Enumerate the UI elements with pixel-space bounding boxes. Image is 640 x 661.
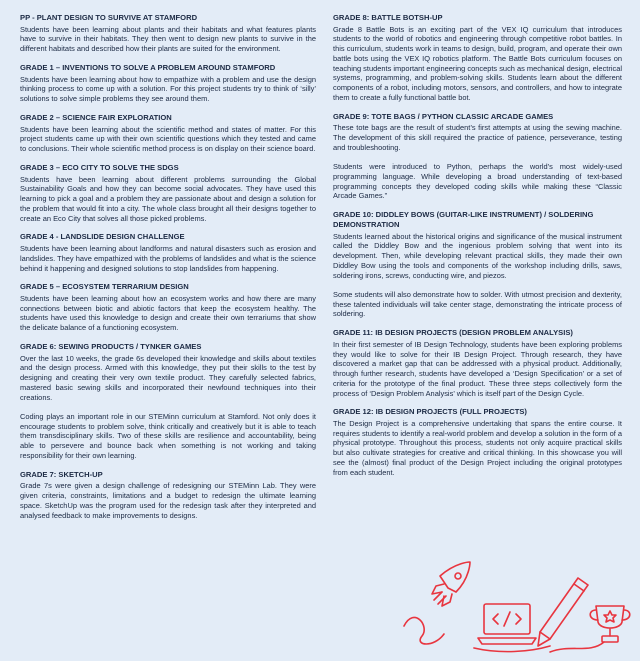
section-body: Grade 7s were given a design challenge of redesigning our STEMinn Lab. They were given criteria, constraints, limitations and a budget to redesign the ultimate learning space. SketchUp was the program used for the redesign task after they interpreted and analysed feedback to make improvements to designs. — [20, 481, 316, 520]
stem-doodle-illustration — [400, 556, 632, 656]
right-column — [333, 13, 622, 486]
section-body: Students have been learning about how to empathize with a problem and use the design thinking process to come up with a solution. For this project students try to think of ‘silly’ solutions to solve simple problems they see around them. — [20, 74, 316, 104]
section-pp — [20, 13, 316, 54]
section-body: These tote bags are the result of student’s first attempts at using the sewing machine. The development of this skill required the practice of patience, perseverance, testing and troubleshooting. — [333, 123, 622, 152]
section-grade-8 — [333, 13, 622, 103]
section-heading: GRADE 1 – INVENTIONS TO SOLVE A PROBLEM AROUND STAMFORD — [20, 62, 276, 72]
section-heading: GRADE 4 - LANDSLIDE DESIGN CHALLENGE — [20, 232, 185, 242]
section-heading: GRADE 9: TOTE BAGS / PYTHON CLASSIC ARCADE GAMES — [333, 111, 554, 121]
section-grade-2 — [20, 113, 316, 154]
section-heading: GRADE 7: SKETCH-UP — [20, 469, 103, 479]
section-grade-4 — [20, 232, 316, 273]
section-grade-5 — [20, 282, 316, 333]
rocket-icon — [404, 562, 470, 644]
section-heading: GRADE 12: IB DESIGN PROJECTS (FULL PROJECTS) — [333, 407, 527, 417]
section-body: Grade 8 Battle Bots is an exciting part of the VEX IQ curriculum that introduces students to the world of robotics and engineering through competitive robot battles. In this curriculum, students work in teams to design, build, program, and operate their own battle bots using the VEX IQ robotics platform. The Battle Bots curriculum focuses on teaching students important engineering concepts such as mechanical design, electrical systems, programming, and problem-solving skills. Students learn about the different components of a robot, including motors, sensors, and controllers, and how to integrate them to create a fully functional battle bot. — [333, 24, 622, 102]
section-body: Over the last 10 weeks, the grade 6s developed their knowledge and skills about textiles and the design process. Armed with this knowledge, they put their skills to the test by designing and creating their very own textile product. They carefully selected fabrics, mastered basic sewing skills and incorporated their newfound techniques into their creations. — [20, 353, 316, 402]
section-grade-9 — [333, 112, 622, 201]
section-heading: GRADE 8: BATTLE BOTSH-UP — [333, 13, 443, 22]
section-heading: GRADE 3 – ECO CITY TO SOLVE THE SDGS — [20, 162, 179, 172]
section-body: Students have been learning about the scientific method and states of matter. For this project students came up with their own scientific questions which they tested and came to conclusions. Their whole scientific method process is on display on their science board. — [20, 124, 316, 154]
section-body: Students have been learning about plants and their habitats and what features plants have to survive in their habitats. They then went to design new plants to survive in the different habitats and described how their plants are suited for the environment. — [20, 24, 316, 54]
section-grade-3 — [20, 163, 316, 223]
section-heading: GRADE 5 – ECOSYSTEM TERRARIUM DESIGN — [20, 282, 189, 292]
section-heading: GRADE 2 – SCIENCE FAIR EXPLORATION — [20, 112, 172, 122]
section-body: Coding plays an important role in our STEMinn curriculum at Stamford. Not only does it encourage students to problem solve, think critically and creatively but it is able to teach them transdisciplinary skills. Two of these skills are resilience and accountability, being able to persevere and bounce back when something is not working and taking responsibility for their own learning. — [20, 411, 316, 460]
section-grade-6 — [20, 342, 316, 461]
section-body: Students have been learning about landforms and natural disasters such as erosion and landslides. They have empathized with the problems of landslides and what is the science behind it happening and designed solutions to stop landslides from happening. — [20, 244, 316, 273]
section-heading: GRADE 10: DIDDLEY BOWS (GUITAR-LIKE INSTRUMENT) / SOLDERING DEMONSTRATION — [333, 210, 594, 229]
section-heading: PP - PLANT DESIGN TO SURVIVE AT STAMFORD — [20, 13, 198, 22]
pencil-icon — [538, 578, 604, 652]
section-body: Students have been learning about how an ecosystem works and how there are many connections between biotic and abiotic factors that keep the ecosystem healthy. The students have used this knowledge to design and create their own terrariums that show the delicate balance of a functioning ecosystem. — [20, 293, 316, 333]
section-body: Students learned about the historical origins and significance of the musical instrument called the Diddley Bow and the ingenious problem solving that went into its development. Then, while developing relevant practical skills, they made their own Diddley Bow using the tools and components of the workshop including drills, saws, soldering irons, screws, conducting wire, and piezos. — [333, 231, 622, 280]
section-grade-10 — [333, 210, 622, 319]
section-grade-7 — [20, 470, 316, 521]
section-grade-11 — [333, 328, 622, 398]
section-body: Students have been learning about different problems surrounding the Global Sustainability Goals and how they can become social advocates. They have used this learning to pick a goal and a problem they are passionate about and design a solution for the problem that would fit into a city. The whole class brought all their designs together to create an Eco City that solves all those picked problems. — [20, 174, 316, 223]
section-body: In their first semester of IB Design Technology, students have been exploring problems they would like to solve for their IB Design Project. Through research, they have discovered a market gap that can be addressed with a physical product. Additionally, through further research, students have developed a ‘Design Specification’ or a set of criteria for the prototype of the final product. These three steps collectively form the process of ‘Design Problem Analysis’ which is itself part of the Design Cycle. — [333, 339, 622, 398]
section-heading: GRADE 11: IB DESIGN PROJECTS (DESIGN PROBLEM ANALYSIS) — [333, 328, 573, 338]
section-body: The Design Project is a comprehensive undertaking that spans the entire course. It requires students to identify a real-world problem and develop a solution in the form of a physical prototype. Throughout this process, students not only acquire practical skills but also cultivate strategies for creative and critical thinking. In this showcase you will see the (almost) final product of the Design Project including the original prototypes from each student. — [333, 418, 622, 477]
left-column — [20, 13, 316, 529]
section-grade-12 — [333, 407, 622, 477]
section-body: Students were introduced to Python, perhaps the world’s most widely-used programming language. While developing a broad understanding of text-based programming concepts they developed coding skills while making these “Classic Arcade Games.” — [333, 162, 622, 201]
section-heading: GRADE 6: SEWING PRODUCTS / TYNKER GAMES — [20, 341, 202, 351]
trophy-icon — [590, 606, 630, 642]
section-body: Some students will also demonstrate how to solder. With utmost precision and dexterity, these talented individuals will take center stage, demonstrating the intricate process of soldering. — [333, 289, 622, 319]
section-grade-1 — [20, 63, 316, 104]
